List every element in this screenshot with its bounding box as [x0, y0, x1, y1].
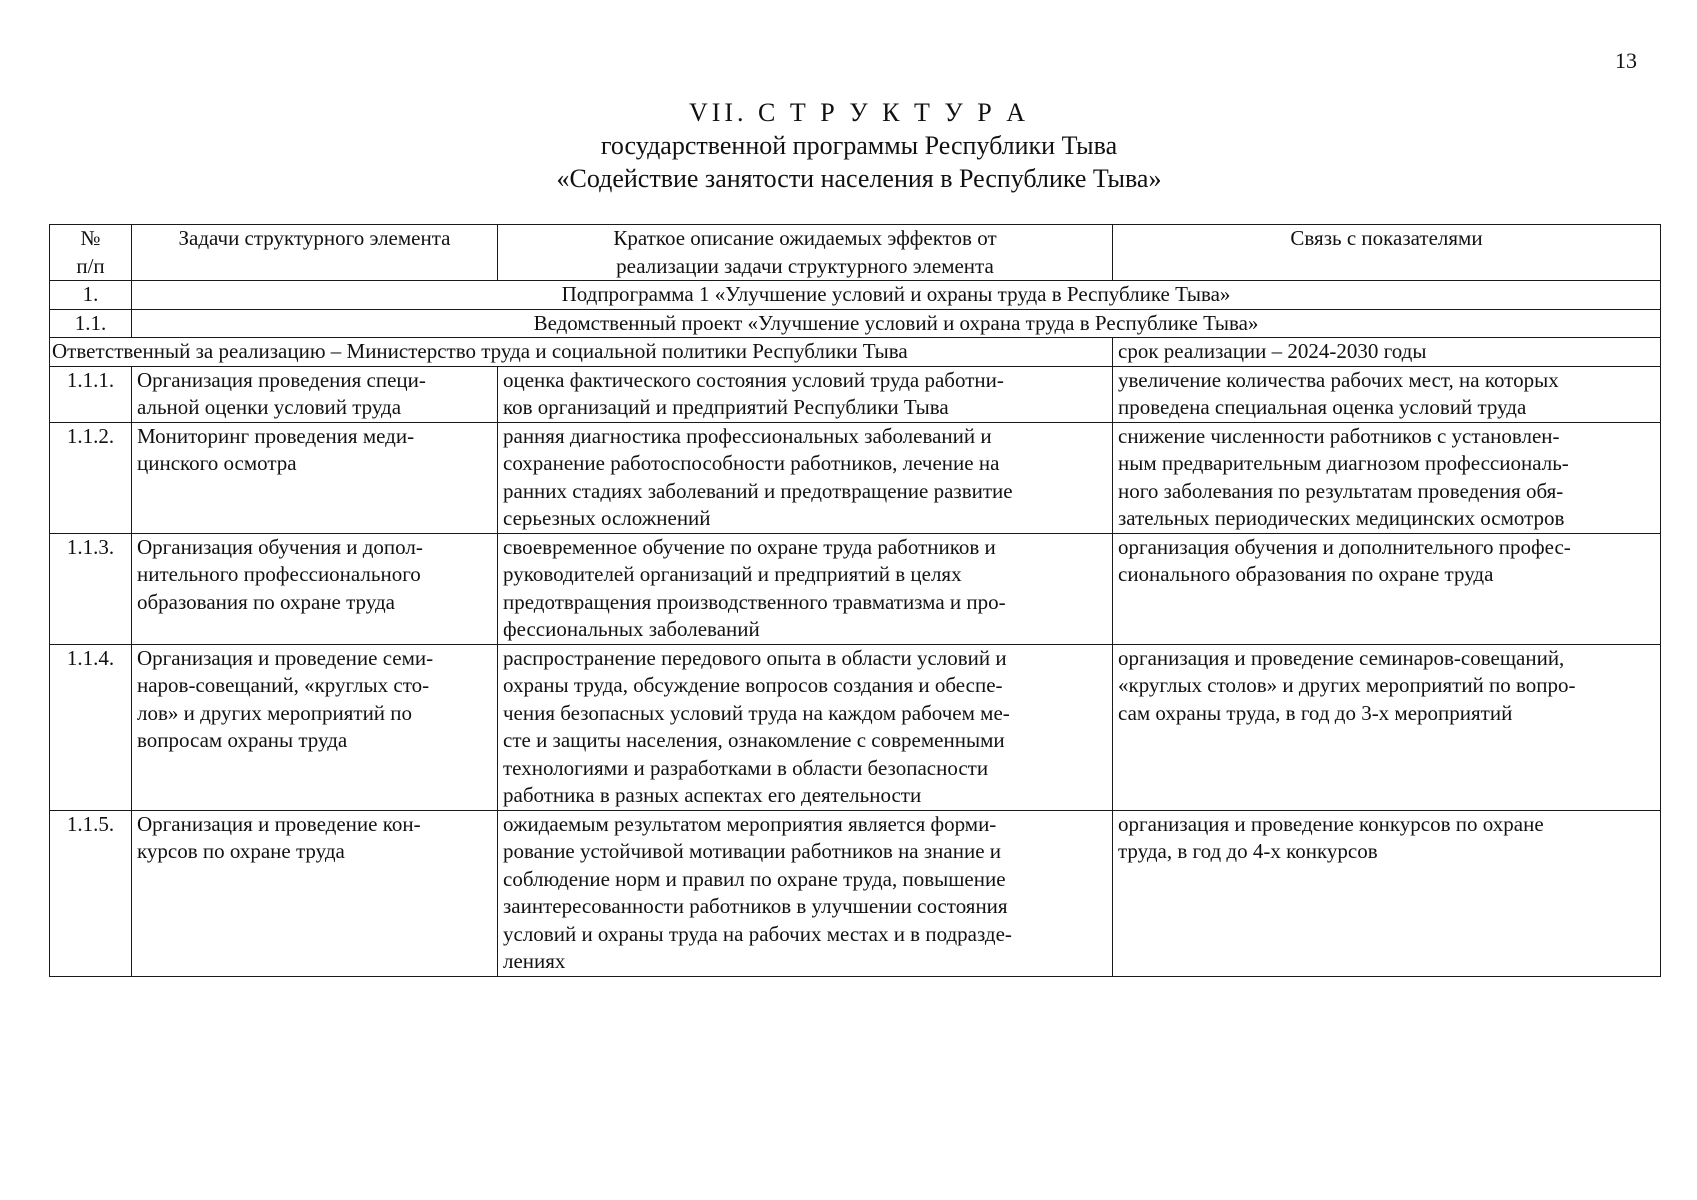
project-number: 1.1. [50, 309, 132, 338]
row-effect: своевременное обучение по охране труда работников и руководителей организаций и предприятий в целях предотвращения производственного травматизма и про- фессиональных заболеваний [498, 533, 1113, 644]
row-effect: ожидаемым результатом мероприятия является форми- рование устойчивой мотивации работников на знание и соблюдение норм и правил по охране труда, повышение заинтересованности работников в улучшении состояния условий и охраны труда на рабочих местах и в подразде- лениях [498, 810, 1113, 976]
subprogram-row [50, 281, 1661, 310]
page-number: 13 [1615, 48, 1637, 73]
row-number: 1.1.2. [50, 422, 132, 533]
row-indicator: увеличение количества рабочих мест, на которых проведена специальная оценка условий труда [1113, 366, 1661, 422]
implementation-term: срок реализации – 2024-2030 годы [1113, 338, 1661, 367]
row-task: Мониторинг проведения меди- цинского осмотра [132, 422, 498, 533]
row-effect: оценка фактического состояния условий труда работни- ков организаций и предприятий Республики Тыва [498, 366, 1113, 422]
row-number: 1.1.1. [50, 366, 132, 422]
header-indicators: Связь с показателями [1113, 225, 1661, 281]
row-indicator: организация обучения и дополнительного профес- сионального образования по охране труда [1113, 533, 1661, 644]
header-effects: Краткое описание ожидаемых эффектов от реализации задачи структурного элемента [498, 225, 1113, 281]
structure-table [49, 224, 1661, 977]
header-tasks: Задачи структурного элемента [132, 225, 498, 281]
table-row [50, 422, 1661, 533]
row-task: Организация и проведение кон- курсов по охране труда [132, 810, 498, 976]
header-number: № п/п [50, 225, 132, 281]
responsible-text: Ответственный за реализацию – Министерство труда и социальной политики Республики Тыва [50, 338, 1113, 367]
row-indicator: снижение численности работников с установлен- ным предварительным диагнозом профессиональ- ного заболевания по результатам проведения обя- зательных периодических медицинских осмотров [1113, 422, 1661, 533]
row-number: 1.1.4. [50, 644, 132, 810]
table-row [50, 644, 1661, 810]
subprogram-title: Подпрограмма 1 «Улучшение условий и охраны труда в Республике Тыва» [132, 281, 1661, 310]
program-subtitle: государственной программы Республики Тыва [600, 131, 1118, 160]
row-number: 1.1.3. [50, 533, 132, 644]
row-task: Организация проведения специ- альной оценки условий труда [132, 366, 498, 422]
table-header-row [50, 225, 1661, 281]
table-row [50, 810, 1661, 976]
row-task: Организация обучения и допол- нительного профессионального образования по охране труда [132, 533, 498, 644]
document-heading [0, 96, 1697, 195]
table-row [50, 366, 1661, 422]
section-title: VII. С Т Р У К Т У Р А [688, 98, 1030, 127]
row-effect: ранняя диагностика профессиональных заболеваний и сохранение работоспособности работников, лечение на ранних стадиях заболеваний и предотвращение развитие серьезных осложнений [498, 422, 1113, 533]
row-indicator: организация и проведение конкурсов по охране труда, в год до 4-х конкурсов [1113, 810, 1661, 976]
row-number: 1.1.5. [50, 810, 132, 976]
program-name: «Содействие занятости населения в Республике Тыва» [556, 164, 1162, 193]
row-effect: распространение передового опыта в области условий и охраны труда, обсуждение вопросов создания и обеспе- чения безопасных условий труда на каждом рабочем ме- сте и защиты населения, ознакомление с современными технологиями и разработками в области безопасности работника в разных аспектах его деятельности [498, 644, 1113, 810]
project-row [50, 309, 1661, 338]
table-row [50, 533, 1661, 644]
responsible-row [50, 338, 1661, 367]
subprogram-number: 1. [50, 281, 132, 310]
project-title: Ведомственный проект «Улучшение условий и охрана труда в Республике Тыва» [132, 309, 1661, 338]
row-indicator: организация и проведение семинаров-совещаний, «круглых столов» и других мероприятий по вопро- сам охраны труда, в год до 3-х мероприятий [1113, 644, 1661, 810]
row-task: Организация и проведение семи- наров-совещаний, «круглых сто- лов» и других мероприятий по вопросам охраны труда [132, 644, 498, 810]
